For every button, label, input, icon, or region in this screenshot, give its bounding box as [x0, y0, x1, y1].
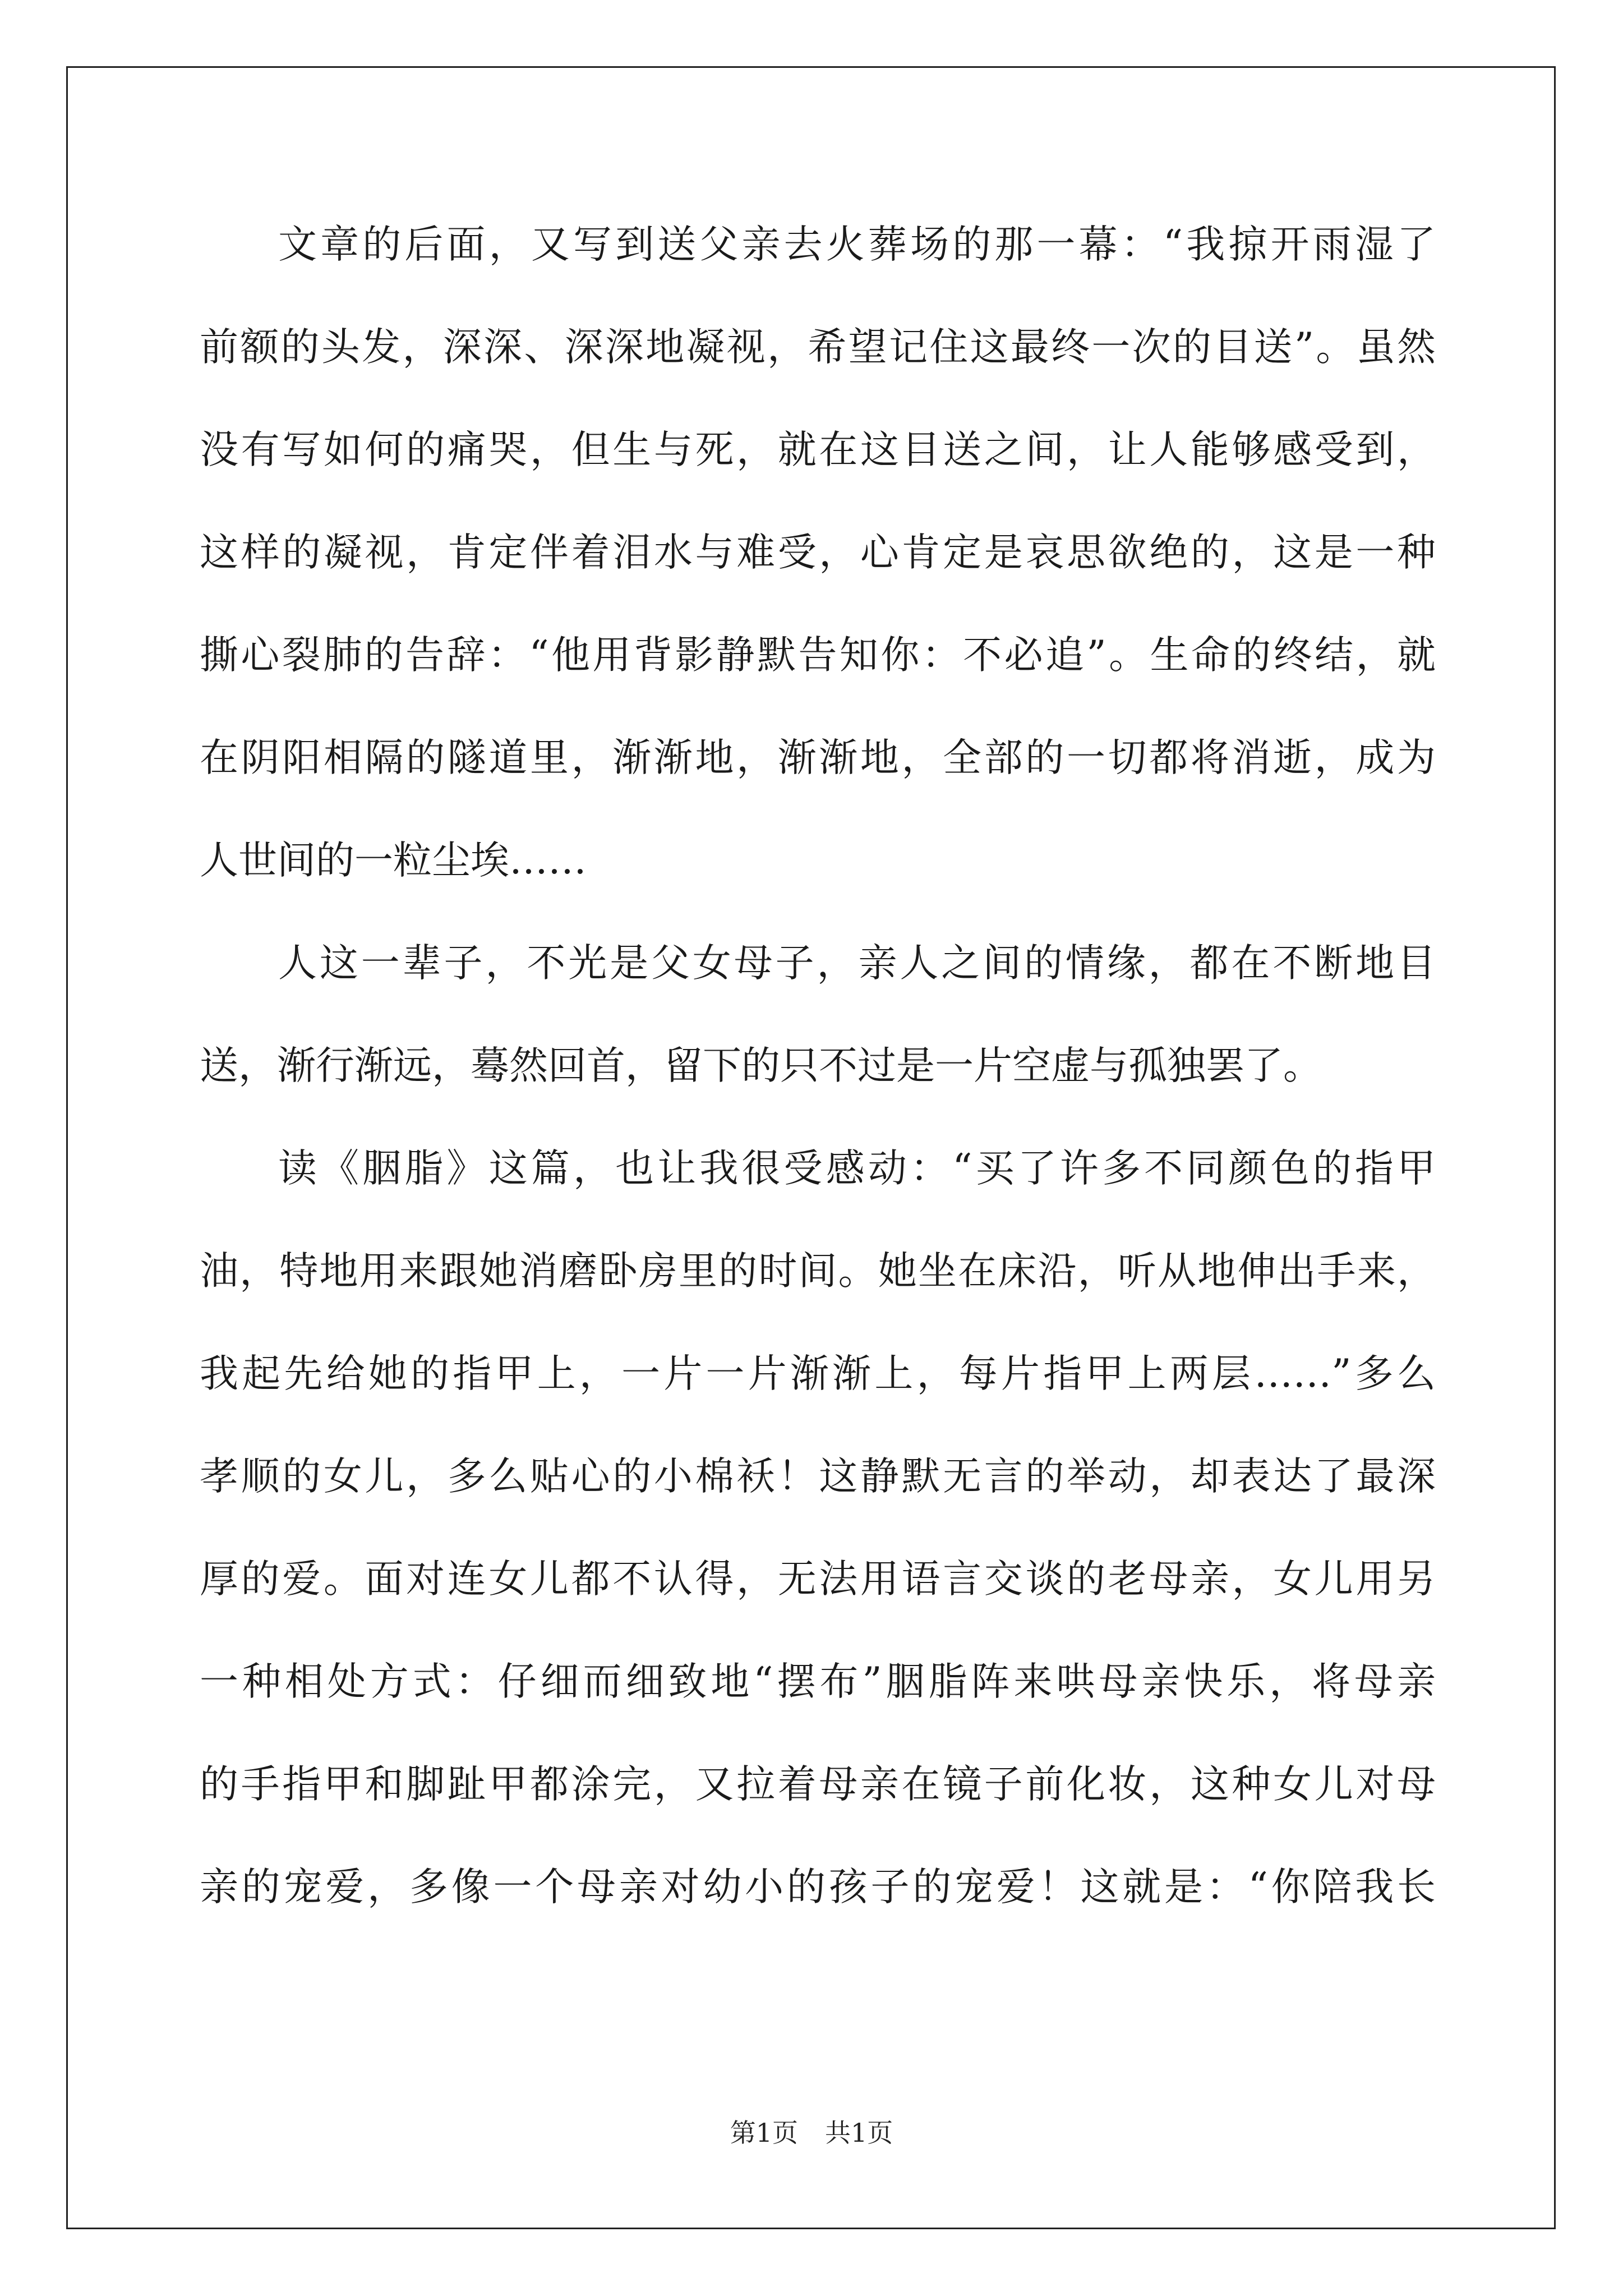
paragraph-1-line-5: 撕心裂肺的告辞：“他用背影静默告知你：不必追”。生命的终结，就 [200, 633, 1436, 678]
paragraph-2-line-1: 人这一辈子，不光是父女母子，亲人之间的情缘，都在不断地目 [278, 941, 1436, 986]
page-number-current: 第1页 [730, 2118, 798, 2148]
page-number-total: 共1页 [825, 2118, 893, 2148]
paragraph-1-line-4: 这样的凝视，肯定伴着泪水与难受，心肯定是哀思欲绝的，这是一种 [200, 530, 1436, 575]
paragraph-2-line-2: 送，渐行渐远，蓦然回首，留下的只不过是一片空虚与孤独罢了。 [200, 1043, 1322, 1088]
paragraph-1-line-3: 没有写如何的痛哭，但生与死，就在这目送之间，让人能够感受到， [200, 427, 1436, 472]
paragraph-3-line-7: 的手指甲和脚趾甲都涂完，又拉着母亲在镜子前化妆，这种女儿对母 [200, 1762, 1436, 1807]
paragraph-3-line-3: 我起先给她的指甲上，一片一片渐渐上，每片指甲上两层……”多么 [200, 1351, 1436, 1396]
page-footer [0, 2116, 1623, 2150]
paragraph-1-line-7: 人世间的一粒尘埃…… [200, 838, 587, 883]
paragraph-1-line-2: 前额的头发，深深、深深地凝视，希望记住这最终一次的目送”。虽然 [200, 325, 1436, 370]
paragraph-3-line-5: 厚的爱。面对连女儿都不认得，无法用语言交谈的老母亲，女儿用另 [200, 1557, 1436, 1602]
document-body [200, 194, 1436, 1939]
paragraph-3-line-2: 油，特地用来跟她消磨卧房里的时间。她坐在床沿，听从地伸出手来， [200, 1249, 1436, 1294]
paragraph-3-line-4: 孝顺的女儿，多么贴心的小棉袄！这静默无言的举动，却表达了最深 [200, 1454, 1436, 1499]
paragraph-1-line-1: 文章的后面，又写到送父亲去火葬场的那一幕：“我掠开雨湿了 [278, 222, 1436, 267]
paragraph-1-line-6: 在阴阳相隔的隧道里，渐渐地，渐渐地，全部的一切都将消逝，成为 [200, 735, 1436, 780]
paragraph-3-line-8: 亲的宠爱，多像一个母亲对幼小的孩子的宠爱！这就是：“你陪我长 [200, 1865, 1436, 1910]
paragraph-3-line-6: 一种相处方式：仔细而细致地“摆布”胭脂阵来哄母亲快乐，将母亲 [200, 1659, 1436, 1704]
paragraph-3-line-1: 读《胭脂》这篇，也让我很受感动：“买了许多不同颜色的指甲 [278, 1146, 1436, 1191]
